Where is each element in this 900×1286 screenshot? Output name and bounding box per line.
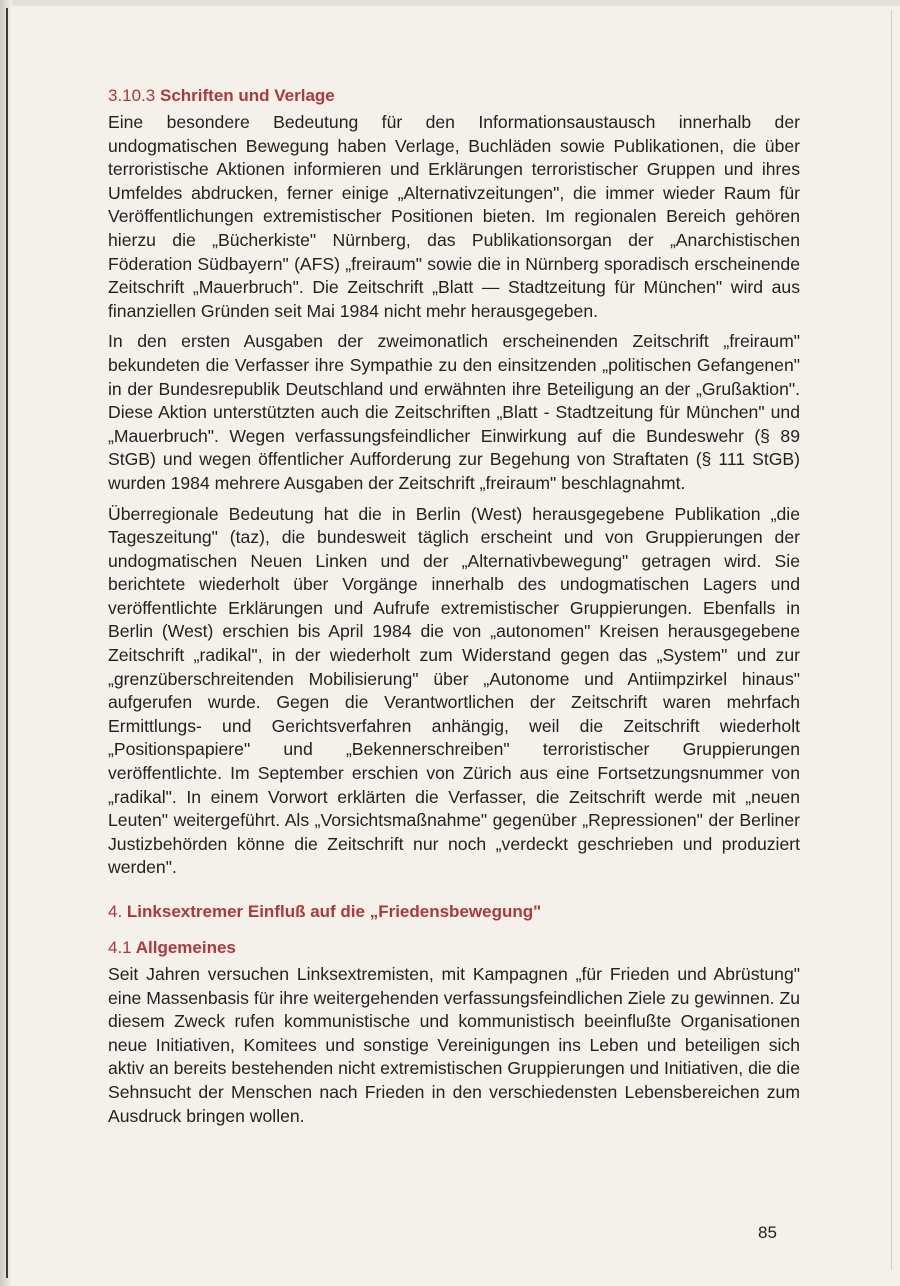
paragraph: Eine besondere Bedeutung für den Informationsaustausch innerhalb der undogmatischen Bewegung haben Verlage, Buchläden sowie Publikationen, die über terroristische Aktionen informieren und Erklärungen terroristischer Gruppen und ihres Umfeldes abdrucken, ferner einige „Alternativzeitungen", die immer wieder Raum für Veröffentlichungen extremistischer Positionen bieten. Im regionalen Bereich gehören hierzu die „Bücherkiste" Nürnberg, das Publikationsorgan der „Anarchistischen Föderation Südbayern" (AFS) „freiraum" sowie die in Nürnberg sporadisch erscheinende Zeitschrift „Mauerbruch". Die Zeitschrift „Blatt — Stadtzeitung für München" wird aus finanziellen Gründen seit Mai 1984 nicht mehr herausgegeben. (108, 112, 800, 321)
section-number: 4.1 (108, 938, 132, 957)
paragraph: Überregionale Bedeutung hat die in Berlin (West) herausgegebene Publikation „die Tageszeitung" (taz), die bundesweit täglich erscheint und von Gruppierungen der undogmatischen Neuen Linken und der „Alternativbewegung" getragen wird. Sie berichtete wiederholt über Vorgänge innerhalb des undogmatischen Lagers und veröffentlichte Erklärungen und Aufrufe extremistischer Gruppierungen. Ebenfalls in Berlin (West) erschien bis April 1984 die von „autonomen" Kreisen herausgegebene Zeitschrift „radikal", in der wiederholt zum Widerstand gegen das „System" und zur „grenzüberschreitenden Mobilisierung" über „Autonome und Antiimpzirkel hinaus" aufgerufen wurde. Gegen die Verantwortlichen der Zeitschrift waren mehrfach Ermittlungs- und Gerichtsverfahren anhängig, weil die Zeitschrift wiederholt „Positionspapiere" und „Bekennerschreiben" terroristischer Gruppierungen veröffentlichte. Im September erschien von Zürich aus eine Fortsetzungsnummer von „radikal". In einem Vorwort erklärten die Verfasser, die Zeitschrift werde mit „neuen Leuten" weitergeführt. Als „Vorsichtsmaßnahme" gegenüber „Repressionen" der Berliner Justizbehörden könne die Zeitschrift nur noch „verdeckt geschrieben und produziert werden". (108, 503, 800, 878)
section-number: 4. (108, 902, 123, 921)
section-title: Schriften und Verlage (160, 86, 335, 105)
scan-right-edge (891, 10, 892, 1270)
paragraph: Seit Jahren versuchen Linksextremisten, mit Kampagnen „für Frieden und Abrüstung" eine Massenbasis für ihre weitergehenden verfassungsfeindlichen Ziele zu gewinnen. Zu diesem Zweck rufen kommunistische und kommunistisch beeinflußte Organisationen neue Initiativen, Komitees und sonstige Vereinigungen ins Leben und beteiligen sich aktiv an bereits bestehenden nicht extremistischen Gruppierungen und Initiativen, die die Sehnsucht der Menschen nach Frieden in den verschiedensten Lebensbereichen zum Ausdruck bringen wollen. (108, 964, 800, 1126)
document-page (108, 84, 800, 1135)
section-heading-4-1 (108, 936, 800, 960)
section-heading-3-10-3 (108, 84, 800, 108)
section-title: Linksextremer Einfluß auf die „Friedensbewegung" (126, 902, 542, 921)
scan-top-edge (0, 0, 900, 6)
section-title: Allgemeines (135, 938, 236, 957)
paragraph: In den ersten Ausgaben der zweimonatlich erscheinenden Zeitschrift „freiraum" bekundeten die Verfasser ihre Sympathie zu den einsitzenden „politischen Gefangenen" in der Bundesrepublik Deutschland und erwähnten ihre Beteiligung an der „Grußaktion". Diese Aktion unterstützten auch die Zeitschriften „Blatt - Stadtzeitung für München" und „Mauerbruch". Wegen verfassungsfeindlicher Einwirkung auf die Bundeswehr (§ 89 StGB) und wegen öffentlicher Aufforderung zur Begehung von Straftaten (§ 111 StGB) wurden 1984 mehrere Ausgaben der Zeitschrift „freiraum" beschlagnahmt. (108, 331, 800, 493)
page-number: 85 (758, 1223, 777, 1242)
section-heading-4 (108, 900, 800, 924)
scan-binding-line (6, 8, 8, 1278)
section-number: 3.10.3 (108, 86, 156, 105)
